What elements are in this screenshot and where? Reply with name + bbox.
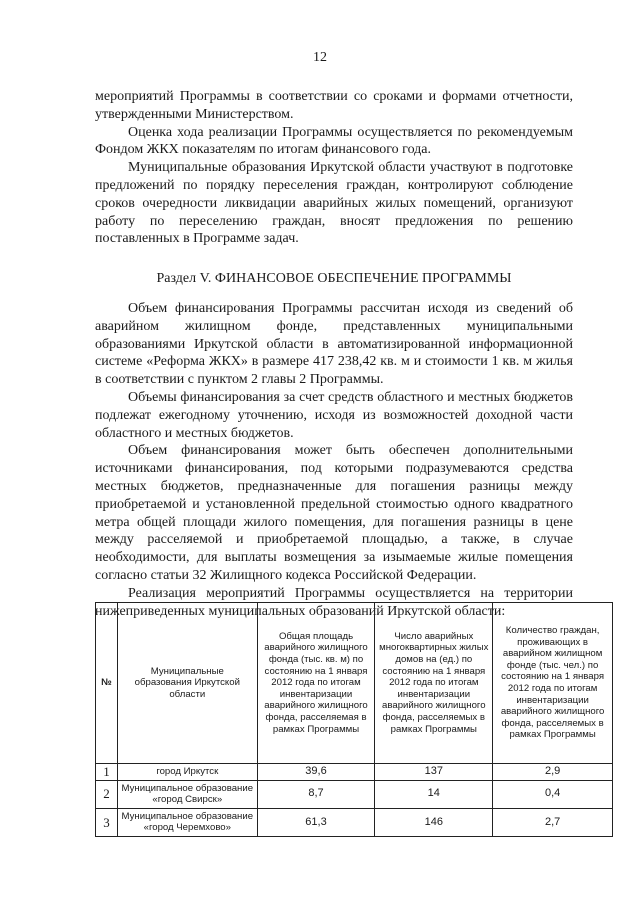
municipality-name: Муниципальное образование «город Черемхово» (117, 808, 257, 836)
column-header-number: № (96, 603, 118, 764)
municipality-name: город Иркутск (117, 764, 257, 781)
area-value: 8,7 (257, 780, 375, 808)
people-value: 0,4 (493, 780, 613, 808)
houses-value: 146 (375, 808, 493, 836)
paragraph: Объем финансирования Программы рассчитан исходя из сведений об аварийном жилищном фонде, представленных муниципальными образованиями Иркутской области в автоматизированной информационной системе «Реформа ЖКХ» в размере 417 238,42 кв. м и стоимости 1 кв. м жилья в соответствии с пунктом 2 главы 2 Программы. (95, 300, 573, 388)
table-row (96, 808, 613, 836)
table-header-row (96, 603, 613, 764)
area-value: 61,3 (257, 808, 375, 836)
column-header-municipality: Муниципальные образования Иркутской области (117, 603, 257, 764)
paragraph: Оценка хода реализации Программы осуществляется по рекомендуемым Фондом ЖКХ показателям по итогам финансового года. (95, 124, 573, 158)
table-row (96, 780, 613, 808)
section-title: Раздел V. ФИНАНСОВОЕ ОБЕСПЕЧЕНИЕ ПРОГРАММЫ (156, 271, 512, 287)
table-row (96, 764, 613, 781)
houses-value: 137 (375, 764, 493, 781)
column-header-people: Количество граждан, проживающих в аварийном жилищном фонде (тыс. чел.) по состоянию на 1 января 2012 года по итогам инвентаризации аварийного жилищного фонда, расселяемых в рамках Программы (493, 603, 613, 764)
paragraph: Объемы финансирования за счет средств областного и местных бюджетов подлежат ежегодному уточнению, исходя из возможностей доходной части областного и местных бюджетов. (95, 389, 573, 441)
page-number: 12 (313, 50, 327, 65)
municipalities-table (95, 602, 613, 837)
paragraph: Муниципальные образования Иркутской области участвуют в подготовке предложений по порядку переселения граждан, контролируют соблюдение сроков очередности ликвидации аварийных жилых помещений, организуют работу по переселению граждан, вносят предложения по решению поставленных в Программе задач. (95, 160, 573, 247)
paragraph: Объем финансирования может быть обеспечен дополнительными источниками финансирования, под которыми подразумеваются средства местных бюджетов, предназначенные для погашения разницы между приобретаемой и установленной предельной стоимостью одного квадратного метра общей площади жилого помещения, для погашения разницы в цене между расселяемой и приобретаемой площадью, а также, в случае необходимости, для выплаты возмещения за изымаемые жилые помещения согласно статьи 32 Жилищного кодекса Российской Федерации. (95, 443, 573, 583)
row-number: 1 (96, 764, 118, 781)
row-number: 2 (96, 780, 118, 808)
people-value: 2,7 (493, 808, 613, 836)
paragraph: мероприятий Программы в соответствии со сроками и формами отчетности, утвержденными Министерством. (95, 89, 573, 122)
document-body (95, 88, 573, 620)
row-number: 3 (96, 808, 118, 836)
area-value: 39,6 (257, 764, 375, 781)
houses-value: 14 (375, 780, 493, 808)
municipality-name: Муниципальное образование «город Свирск» (117, 780, 257, 808)
column-header-houses: Число аварийных многоквартирных жилых домов на (ед.) по состоянию на 1 января 2012 года по итогам инвентаризации аварийного жилищного фонда, расселяемых в рамках Программы (375, 603, 493, 764)
column-header-area: Общая площадь аварийного жилищного фонда (тыс. кв. м) по состоянию на 1 января 2012 года по итогам инвентаризации аварийного жилищного фонда, расселяемая в рамках Программы (257, 603, 375, 764)
people-value: 2,9 (493, 764, 613, 781)
paragraph: Реализация мероприятий Программы осуществляется на территории нижеприведенных муниципальных образований Иркутской области: (95, 585, 573, 619)
